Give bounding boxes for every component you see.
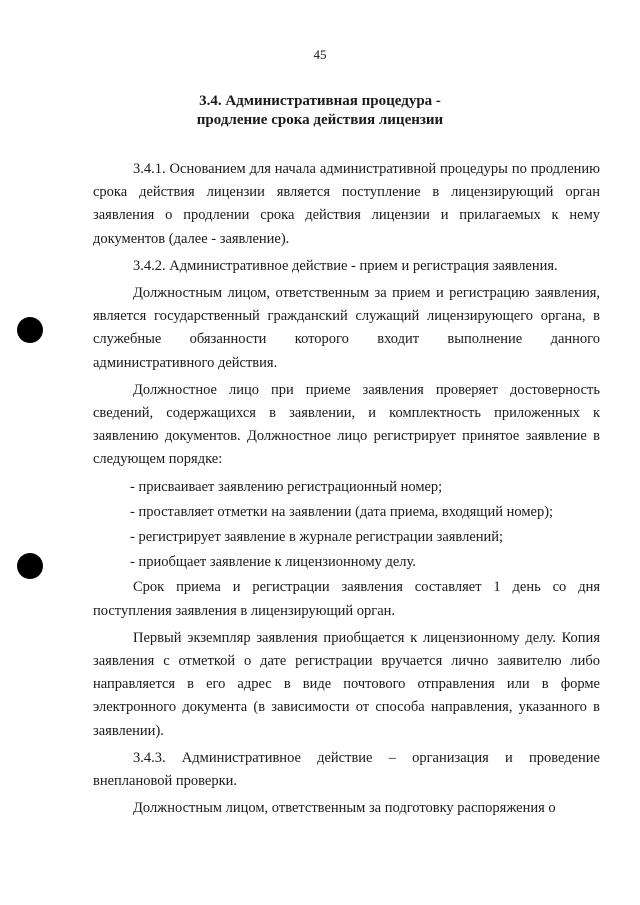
heading-line-1: 3.4. Административная процедура -	[199, 93, 441, 109]
paragraph-3-4-2: 3.4.2. Административное действие - прием и регистрация заявления.	[133, 257, 558, 274]
paragraph-first-copy: Первый экземпляр заявления приобщается к лицензионному делу. Копия заявления с отметкой о дате регистрации вручается лично заявителю либо направляется в его адрес в виде почтового отправления или в форме электронного документа (в зависимости от способа направления, указанного в заявлении).	[93, 629, 600, 739]
section-heading	[0, 92, 640, 130]
heading-line-2: продление срока действия лицензии	[196, 112, 444, 128]
punch-hole-bottom	[17, 553, 43, 579]
list-item: - приобщает заявление к лицензионному делу.	[130, 554, 416, 571]
paragraph-3-4-3: 3.4.3. Административное действие – организация и проведение внеплановой проверки.	[93, 749, 600, 790]
paragraph-order-preparation: Должностным лицом, ответственным за подготовку распоряжения о	[133, 800, 556, 817]
paragraph-registration-term: Срок приема и регистрации заявления составляет 1 день со дня поступления заявления в лицензирующий орган.	[93, 579, 600, 619]
list-item: - проставляет отметки на заявлении (дата приема, входящий номер);	[130, 503, 554, 520]
list-item: - регистрирует заявление в журнале регистрации заявлений;	[130, 529, 504, 546]
paragraph-responsible-person: Должностным лицом, ответственным за прием и регистрацию заявления, является государственный гражданский служащий лицензирующего органа, в служебные обязанности которого входит выполнение данного административного действия.	[93, 285, 600, 371]
punch-hole-top	[17, 317, 43, 343]
paragraph-verification: Должностное лицо при приеме заявления проверяет достоверность сведений, содержащихся в заявлении, и комплектность приложенных к заявлению документов. Должностное лицо регистрирует принятое заявление в следующем порядке:	[93, 381, 600, 468]
list-item: - присваивает заявлению регистрационный номер;	[130, 478, 443, 495]
page-number: 45	[313, 47, 327, 62]
document-body	[93, 158, 600, 820]
paragraph-3-4-1: 3.4.1. Основанием для начала административной процедуры по продлению срока действия лицензии является поступление в лицензирующий орган заявления о продлении срока действия лицензии и прилагаемых к нему документов (далее - заявление).	[93, 161, 600, 247]
